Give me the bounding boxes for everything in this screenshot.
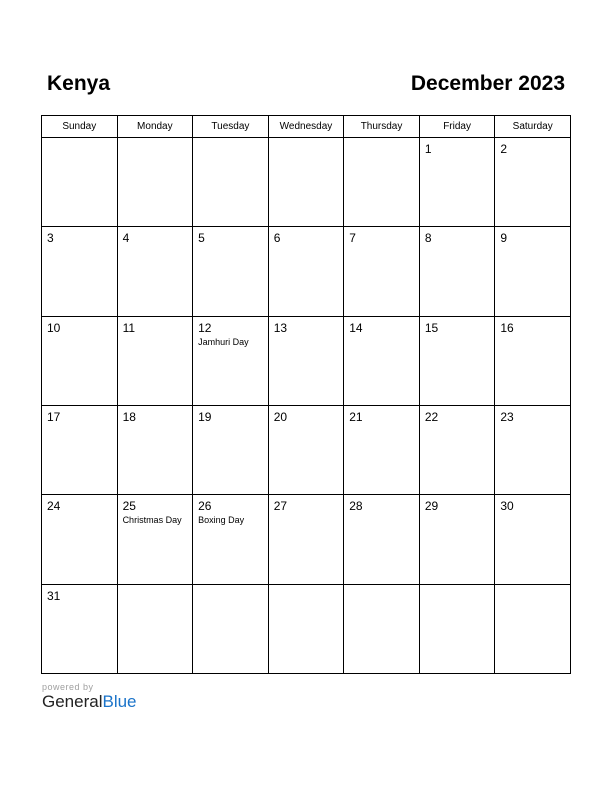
country-title: Kenya: [47, 72, 111, 95]
day-cell: [117, 138, 193, 227]
day-number: 7: [349, 231, 356, 246]
week-row: [42, 227, 571, 316]
day-number: 12: [198, 320, 212, 335]
week-row: [42, 138, 571, 227]
day-number: 10: [47, 320, 61, 335]
day-number: 18: [122, 409, 136, 424]
month-title: December 2023: [410, 72, 565, 95]
day-cell: [419, 405, 495, 494]
weekday-header: Sunday: [42, 116, 118, 138]
day-number: 2: [500, 142, 508, 156]
day-cell: [419, 495, 495, 584]
day-cell: [495, 405, 571, 494]
footer-branding: [42, 682, 137, 712]
day-cell: [344, 227, 420, 316]
day-number: 30: [500, 499, 514, 514]
day-cell: [344, 316, 420, 405]
day-cell: [193, 495, 269, 584]
week-row: [42, 405, 571, 494]
day-cell: [193, 227, 269, 316]
day-cell: [193, 138, 269, 227]
day-number: 17: [47, 409, 61, 424]
day-cell: [42, 584, 118, 673]
day-cell: [268, 495, 344, 584]
day-number: 16: [500, 320, 514, 335]
day-number: 26: [198, 499, 212, 514]
day-cell: [268, 405, 344, 494]
day-cell: [42, 316, 118, 405]
day-cell: [42, 138, 118, 227]
day-cell: [268, 138, 344, 227]
week-row: [42, 495, 571, 584]
week-row: [42, 584, 571, 673]
day-cell: [42, 227, 118, 316]
day-cell: [419, 227, 495, 316]
weekday-header: Thursday: [344, 116, 420, 138]
week-row: [42, 316, 571, 405]
day-cell: [344, 584, 420, 673]
day-number: 11: [122, 320, 136, 335]
day-number: 15: [424, 320, 439, 335]
day-number: 25: [122, 499, 136, 514]
day-cell: [117, 405, 193, 494]
day-number: 5: [198, 231, 205, 246]
day-cell: [117, 584, 193, 673]
day-number: 23: [500, 409, 514, 424]
day-cell: [495, 316, 571, 405]
day-cell: [117, 227, 193, 316]
day-cell: [193, 584, 269, 673]
day-number: 4: [122, 231, 130, 246]
day-number: 28: [349, 499, 363, 514]
day-cell: [193, 405, 269, 494]
day-cell: [117, 495, 193, 584]
day-cell: [495, 584, 571, 673]
day-cell: [495, 227, 571, 316]
day-number: 19: [198, 409, 212, 424]
brand-blue: Blue: [102, 692, 137, 711]
day-number: 29: [424, 499, 439, 514]
day-number: 22: [424, 409, 439, 424]
day-number: 1: [424, 142, 432, 156]
day-cell: [419, 316, 495, 405]
day-number: 6: [273, 231, 281, 246]
day-cell: [268, 227, 344, 316]
day-number: 3: [47, 231, 54, 246]
calendar-grid: [41, 115, 571, 674]
brand-general: General: [42, 692, 103, 711]
weekday-header: Friday: [419, 116, 495, 138]
day-number: 13: [273, 320, 288, 335]
day-cell: [344, 495, 420, 584]
day-cell: [268, 584, 344, 673]
day-cell: [42, 405, 118, 494]
weekday-header-row: [42, 116, 571, 138]
day-number: 20: [273, 409, 288, 424]
day-number: 31: [47, 588, 61, 603]
day-number: 24: [47, 499, 61, 514]
weekday-header: Saturday: [495, 116, 571, 138]
day-cell: [419, 138, 495, 227]
day-cell: [193, 316, 269, 405]
brand-logo[interactable]: [42, 692, 137, 712]
weekday-header: Wednesday: [268, 116, 344, 138]
holiday-label: Boxing Day: [198, 515, 245, 526]
day-cell: [344, 405, 420, 494]
day-number: 8: [424, 231, 432, 246]
day-number: 21: [349, 409, 363, 424]
powered-by-text: powered by: [42, 682, 94, 692]
holiday-label: Jamhuri Day: [198, 336, 249, 347]
day-cell: [117, 316, 193, 405]
day-cell: [344, 138, 420, 227]
holiday-label: Christmas Day: [122, 515, 182, 526]
day-cell: [42, 495, 118, 584]
day-number: 14: [349, 320, 363, 335]
weekday-header: Monday: [117, 116, 193, 138]
day-cell: [268, 316, 344, 405]
day-cell: [419, 584, 495, 673]
day-number: 27: [273, 499, 288, 514]
weekday-header: Tuesday: [193, 116, 269, 138]
day-cell: [495, 138, 571, 227]
day-cell: [495, 495, 571, 584]
day-number: 9: [500, 231, 508, 246]
